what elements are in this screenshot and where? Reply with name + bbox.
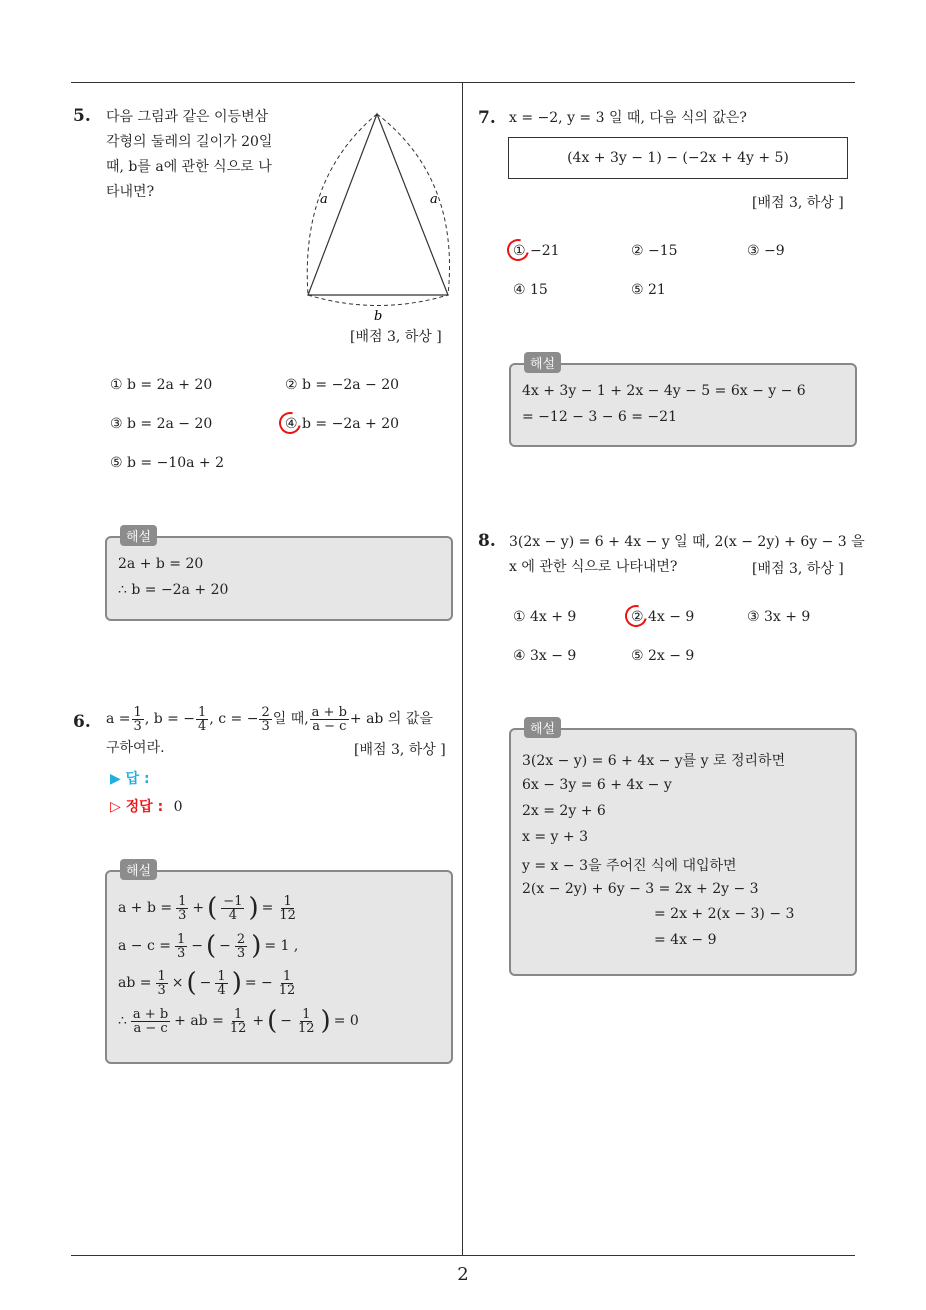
text: = −	[244, 975, 273, 991]
q6-correct-answer	[110, 796, 183, 816]
numerator: 1	[177, 931, 186, 947]
q5-answer-mark	[275, 408, 305, 438]
q8-answer-mark	[621, 601, 651, 631]
paren: )	[248, 893, 259, 923]
text: a + b =	[118, 900, 173, 916]
denominator: 12	[298, 1020, 315, 1036]
q8-text-line: x 에 관한 식으로 나타내면?	[509, 559, 678, 575]
label-a-right: a	[430, 192, 438, 207]
q5-choice-4[interactable]: ④ b = −2a + 20	[285, 416, 400, 432]
q7-choice-4[interactable]: ④ 15	[513, 282, 548, 298]
text: ab =	[118, 975, 152, 991]
text: +	[252, 1013, 265, 1029]
page-number: 2	[457, 1264, 469, 1285]
q7-answer-mark	[503, 235, 533, 265]
numerator: a + b	[132, 1006, 169, 1022]
denominator: 12	[278, 982, 296, 998]
q8-solution-line: = 2x + 2(x − 3) − 3	[654, 906, 795, 922]
q7-choice-3[interactable]: ③ −9	[747, 243, 785, 259]
q7-solution-tag: 해설	[524, 352, 561, 373]
fraction	[131, 1008, 170, 1035]
paren: )	[231, 968, 242, 998]
numerator: 1	[178, 893, 187, 909]
q8-text-line: 3(2x − y) = 6 + 4x − y 일 때, 2(x − 2y) + 6y − 3 을	[509, 534, 865, 550]
fraction	[277, 970, 298, 997]
numerator: 2	[236, 931, 246, 947]
q6-question-line2: 구하여라.	[106, 740, 165, 756]
q8-number: 8.	[478, 531, 496, 551]
numerator: 1	[302, 1006, 311, 1022]
text: = 0	[333, 1013, 359, 1029]
numerator: 1	[217, 968, 226, 984]
column-divider	[462, 83, 463, 1256]
q8-score: [배점 3, 하상 ]	[752, 561, 844, 577]
numerator: 2	[261, 705, 270, 720]
dashed-arc-bottom	[308, 295, 448, 306]
label-b-bottom: b	[374, 309, 383, 324]
numerator: 1	[133, 705, 142, 720]
q8-solution-line: 2x = 2y + 6	[522, 803, 606, 819]
q8-choice-1[interactable]: ① 4x + 9	[513, 609, 577, 625]
q5-number: 5.	[73, 106, 91, 126]
fraction	[235, 933, 247, 960]
paren: )	[251, 931, 262, 961]
q5-solution-line: 2a + b = 20	[118, 556, 204, 572]
top-rule	[71, 82, 855, 83]
q8-choice-3[interactable]: ③ 3x + 9	[747, 609, 811, 625]
q5-triangle-figure	[300, 108, 460, 328]
text: +	[192, 900, 205, 916]
paren: (	[186, 968, 197, 998]
fraction	[196, 706, 208, 733]
q6-answer-label: ▶ 답 :	[110, 771, 150, 787]
q5-choice-2[interactable]: ② b = −2a − 20	[285, 377, 400, 393]
q8-choice-4[interactable]: ④ 3x − 9	[513, 648, 577, 664]
fraction	[310, 706, 349, 733]
paren: (	[267, 1006, 278, 1036]
denominator: 3	[177, 945, 186, 961]
fraction	[221, 895, 244, 922]
q5-text-line: 다음 그림과 같은 이등변삼	[106, 109, 269, 125]
q5-choice-3[interactable]: ③ b = 2a − 20	[110, 416, 213, 432]
q6-text: + ab 의 값을	[349, 711, 433, 727]
q7-solution-line: = −12 − 3 − 6 = −21	[522, 409, 677, 425]
q7-solution-box	[509, 363, 857, 447]
denominator: 3	[157, 982, 166, 998]
fraction	[156, 970, 168, 997]
q6-solution-tag: 해설	[120, 859, 157, 880]
numerator: 1	[157, 968, 166, 984]
paren: )	[320, 1006, 331, 1036]
q5-question	[106, 105, 272, 205]
q7-expression-box	[508, 137, 848, 179]
q6-text: 일 때,	[272, 711, 309, 727]
numerator: −1	[223, 893, 243, 909]
q6-solution-line	[118, 893, 299, 923]
q5-score: [배점 3, 하상 ]	[350, 329, 442, 345]
text: ×	[171, 975, 184, 991]
denominator: a − c	[133, 1020, 168, 1036]
q6-number: 6.	[73, 712, 91, 732]
denominator: 4	[198, 719, 207, 734]
q8-solution-tag: 해설	[524, 717, 561, 738]
fraction	[175, 933, 187, 960]
paren: (	[206, 931, 217, 961]
denominator: 3	[133, 719, 142, 734]
q6-text: , b = −	[144, 711, 196, 727]
q8-solution-line: = 4x − 9	[654, 932, 717, 948]
denominator: 3	[261, 719, 270, 734]
q5-solution-line: ∴ b = −2a + 20	[118, 582, 229, 598]
q7-choice-5[interactable]: ⑤ 21	[631, 282, 666, 298]
paren: (	[207, 893, 218, 923]
q6-text: a =	[106, 711, 131, 727]
denominator: a − c	[312, 719, 347, 734]
fraction	[296, 1008, 317, 1035]
q8-solution-line: y = x − 3을 주어진 식에 대입하면	[522, 858, 737, 874]
q5-solution-tag: 해설	[120, 525, 157, 546]
numerator: 1	[282, 968, 292, 984]
q7-expression: (4x + 3y − 1) − (−2x + 4y + 5)	[567, 150, 789, 166]
q6-correct-label: ▷ 정답 :	[110, 799, 164, 815]
numerator: a + b	[311, 705, 347, 720]
fraction	[132, 706, 144, 733]
q5-text-line: 때, b를 a에 관한 식으로 나	[106, 159, 272, 175]
denominator: 12	[229, 1020, 247, 1036]
bottom-rule	[71, 1255, 855, 1256]
q6-correct-value: 0	[173, 799, 183, 815]
text: = 1 ,	[264, 938, 299, 954]
fraction	[259, 706, 271, 733]
q6-solution-line: a − c = $\frac{1}{3}$ − ( − $\frac{2}{3}$ ) = 1 ,	[118, 931, 299, 961]
q6-solution-line: ab = $\frac{1}{3}$ × ( − $\frac{1}{4}$ ) = − $\frac{1}{12}$	[118, 968, 296, 998]
fraction	[215, 970, 227, 997]
text: ∴	[118, 1013, 127, 1029]
numerator: 1	[283, 893, 292, 909]
q5-choice-1[interactable]: ① b = 2a + 20	[110, 377, 213, 393]
q5-solution-box	[105, 536, 453, 621]
q6-question-line1	[106, 706, 433, 733]
q5-text-line: 타내면?	[106, 184, 155, 200]
fraction	[277, 895, 298, 922]
q7-choice-1[interactable]: ① −21	[513, 243, 560, 259]
fraction	[176, 895, 188, 922]
q8-solution-line: 6x − 3y = 6 + 4x − y	[522, 777, 672, 793]
triangle-shape	[308, 114, 448, 295]
q6-solution-line: ∴ $\frac{a + b}{a - c}$ + ab = $\frac{1}{12}$ + ( − $\frac{1}{12}$ ) = 0	[118, 1006, 359, 1036]
numerator: 1	[198, 705, 207, 720]
q8-solution-line: 2(x − 2y) + 6y − 3 = 2x + 2y − 3	[522, 881, 759, 897]
q7-solution-line: 4x + 3y − 1 + 2x − 4y − 5 = 6x − y − 6	[522, 383, 806, 399]
q8-choice-2[interactable]: ② 4x − 9	[631, 609, 695, 625]
q5-choice-5[interactable]: ⑤ b = −10a + 2	[110, 455, 225, 471]
q7-number: 7.	[478, 108, 496, 128]
q8-solution-line: x = y + 3	[522, 829, 588, 845]
fraction	[228, 1008, 249, 1035]
text: =	[261, 900, 274, 916]
text: + ab =	[174, 1013, 224, 1029]
denominator: 12	[279, 907, 296, 923]
text: −	[191, 938, 204, 954]
q6-text: , c = −	[209, 711, 259, 727]
denominator: 3	[236, 945, 246, 961]
q5-text-line: 각형의 둘레의 길이가 20일	[106, 134, 273, 150]
q7-choice-2[interactable]: ② −15	[631, 243, 678, 259]
q8-choice-5[interactable]: ⑤ 2x − 9	[631, 648, 695, 664]
numerator: 1	[233, 1006, 243, 1022]
q8-solution-line: 3(2x − y) = 6 + 4x − y를 y 로 정리하면	[522, 753, 786, 769]
denominator: 4	[228, 907, 238, 923]
q6-score: [배점 3, 하상 ]	[354, 742, 446, 758]
denominator: 3	[178, 907, 187, 923]
denominator: 4	[217, 982, 226, 998]
text: a − c =	[118, 938, 171, 954]
label-a-left: a	[320, 192, 328, 207]
q7-question: x = −2, y = 3 일 때, 다음 식의 값은?	[509, 110, 747, 126]
q7-score: [배점 3, 하상 ]	[752, 195, 844, 211]
